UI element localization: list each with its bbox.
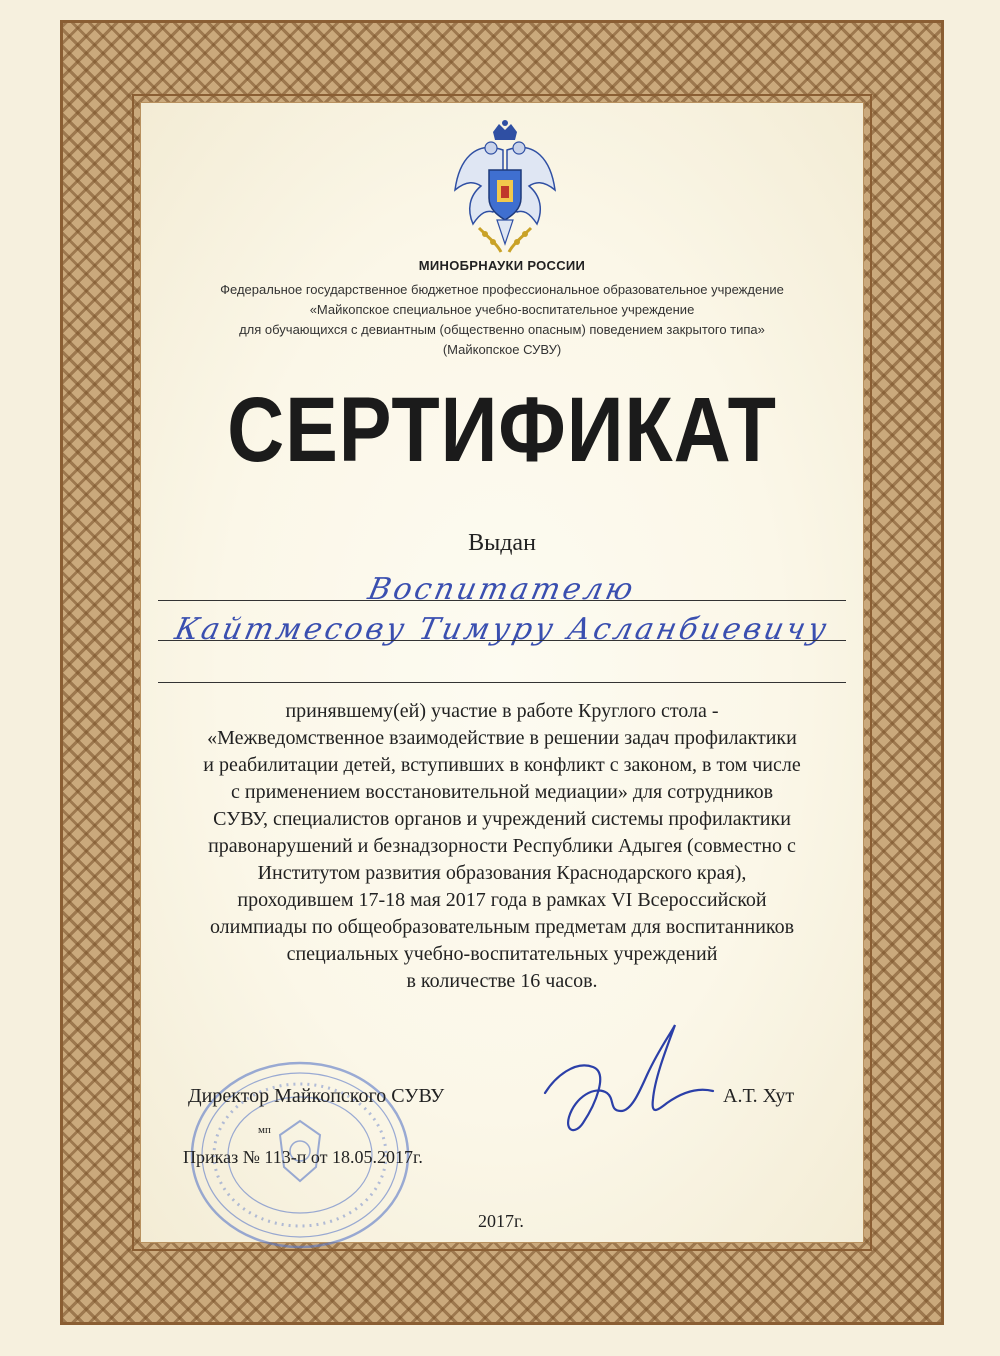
recipient-position: Воспитателю (364, 572, 640, 607)
description-line: в количестве 16 часов. (406, 970, 598, 992)
fill-line (158, 600, 846, 601)
description-line: «Межведомственное взаимодействие в решении задач профилактики (207, 727, 797, 749)
seal-place-label: мп (258, 1124, 271, 1136)
description-line: специальных учебно-воспитательных учреждений (286, 943, 718, 965)
org-line: (Майкопское СУВУ) (442, 342, 562, 357)
description-line: олимпиады по общеобразовательным предметам для воспитанников (209, 916, 795, 938)
description-line: СУВУ, специалистов органов и учреждений системы профилактики (213, 808, 791, 830)
director-name: А.Т. Хут (723, 1085, 795, 1107)
description-line: проходившем 17-18 мая 2017 года в рамках VI Всероссийской (237, 889, 767, 911)
ministry-name: МИНОБРНАУКИ РОССИИ (418, 258, 586, 273)
description-line: Институтом развития образования Краснодарского края), (257, 862, 747, 884)
director-label: Директор Майкопского СУВУ (188, 1085, 445, 1107)
description-line: и реабилитации детей, вступивших в конфликт с законом, в том числе (203, 754, 801, 776)
organization-name (150, 280, 854, 360)
recipient-name: Кайтмесову Тимуру Асланбиевичу (171, 612, 833, 647)
org-line: для обучающихся с девиантным (общественно опасным) поведением закрытого типа» (239, 322, 765, 337)
director-signature (535, 1015, 720, 1145)
order-number: Приказ № 113-п от 18.05.2017г. (183, 1147, 423, 1167)
issued-label: Выдан (468, 530, 536, 556)
fill-line (158, 640, 846, 641)
certificate-description (150, 698, 854, 995)
fill-line (158, 682, 846, 683)
ministry-emblem-icon (445, 120, 565, 260)
certificate-title: СЕРТИФИКАТ (227, 379, 777, 481)
description-line: с применением восстановительной медиации» для сотрудников (230, 781, 774, 803)
description-line: принявшему(ей) участие в работе Круглого стола - (285, 700, 719, 722)
description-line: правонарушений и безнадзорности Республики Адыгея (совместно с (208, 835, 796, 857)
org-line: «Майкопское специальное учебно-воспитательное учреждение (309, 302, 695, 317)
issue-year: 2017г. (478, 1211, 524, 1231)
org-line: Федеральное государственное бюджетное профессиональное образовательное учреждение (220, 282, 784, 297)
